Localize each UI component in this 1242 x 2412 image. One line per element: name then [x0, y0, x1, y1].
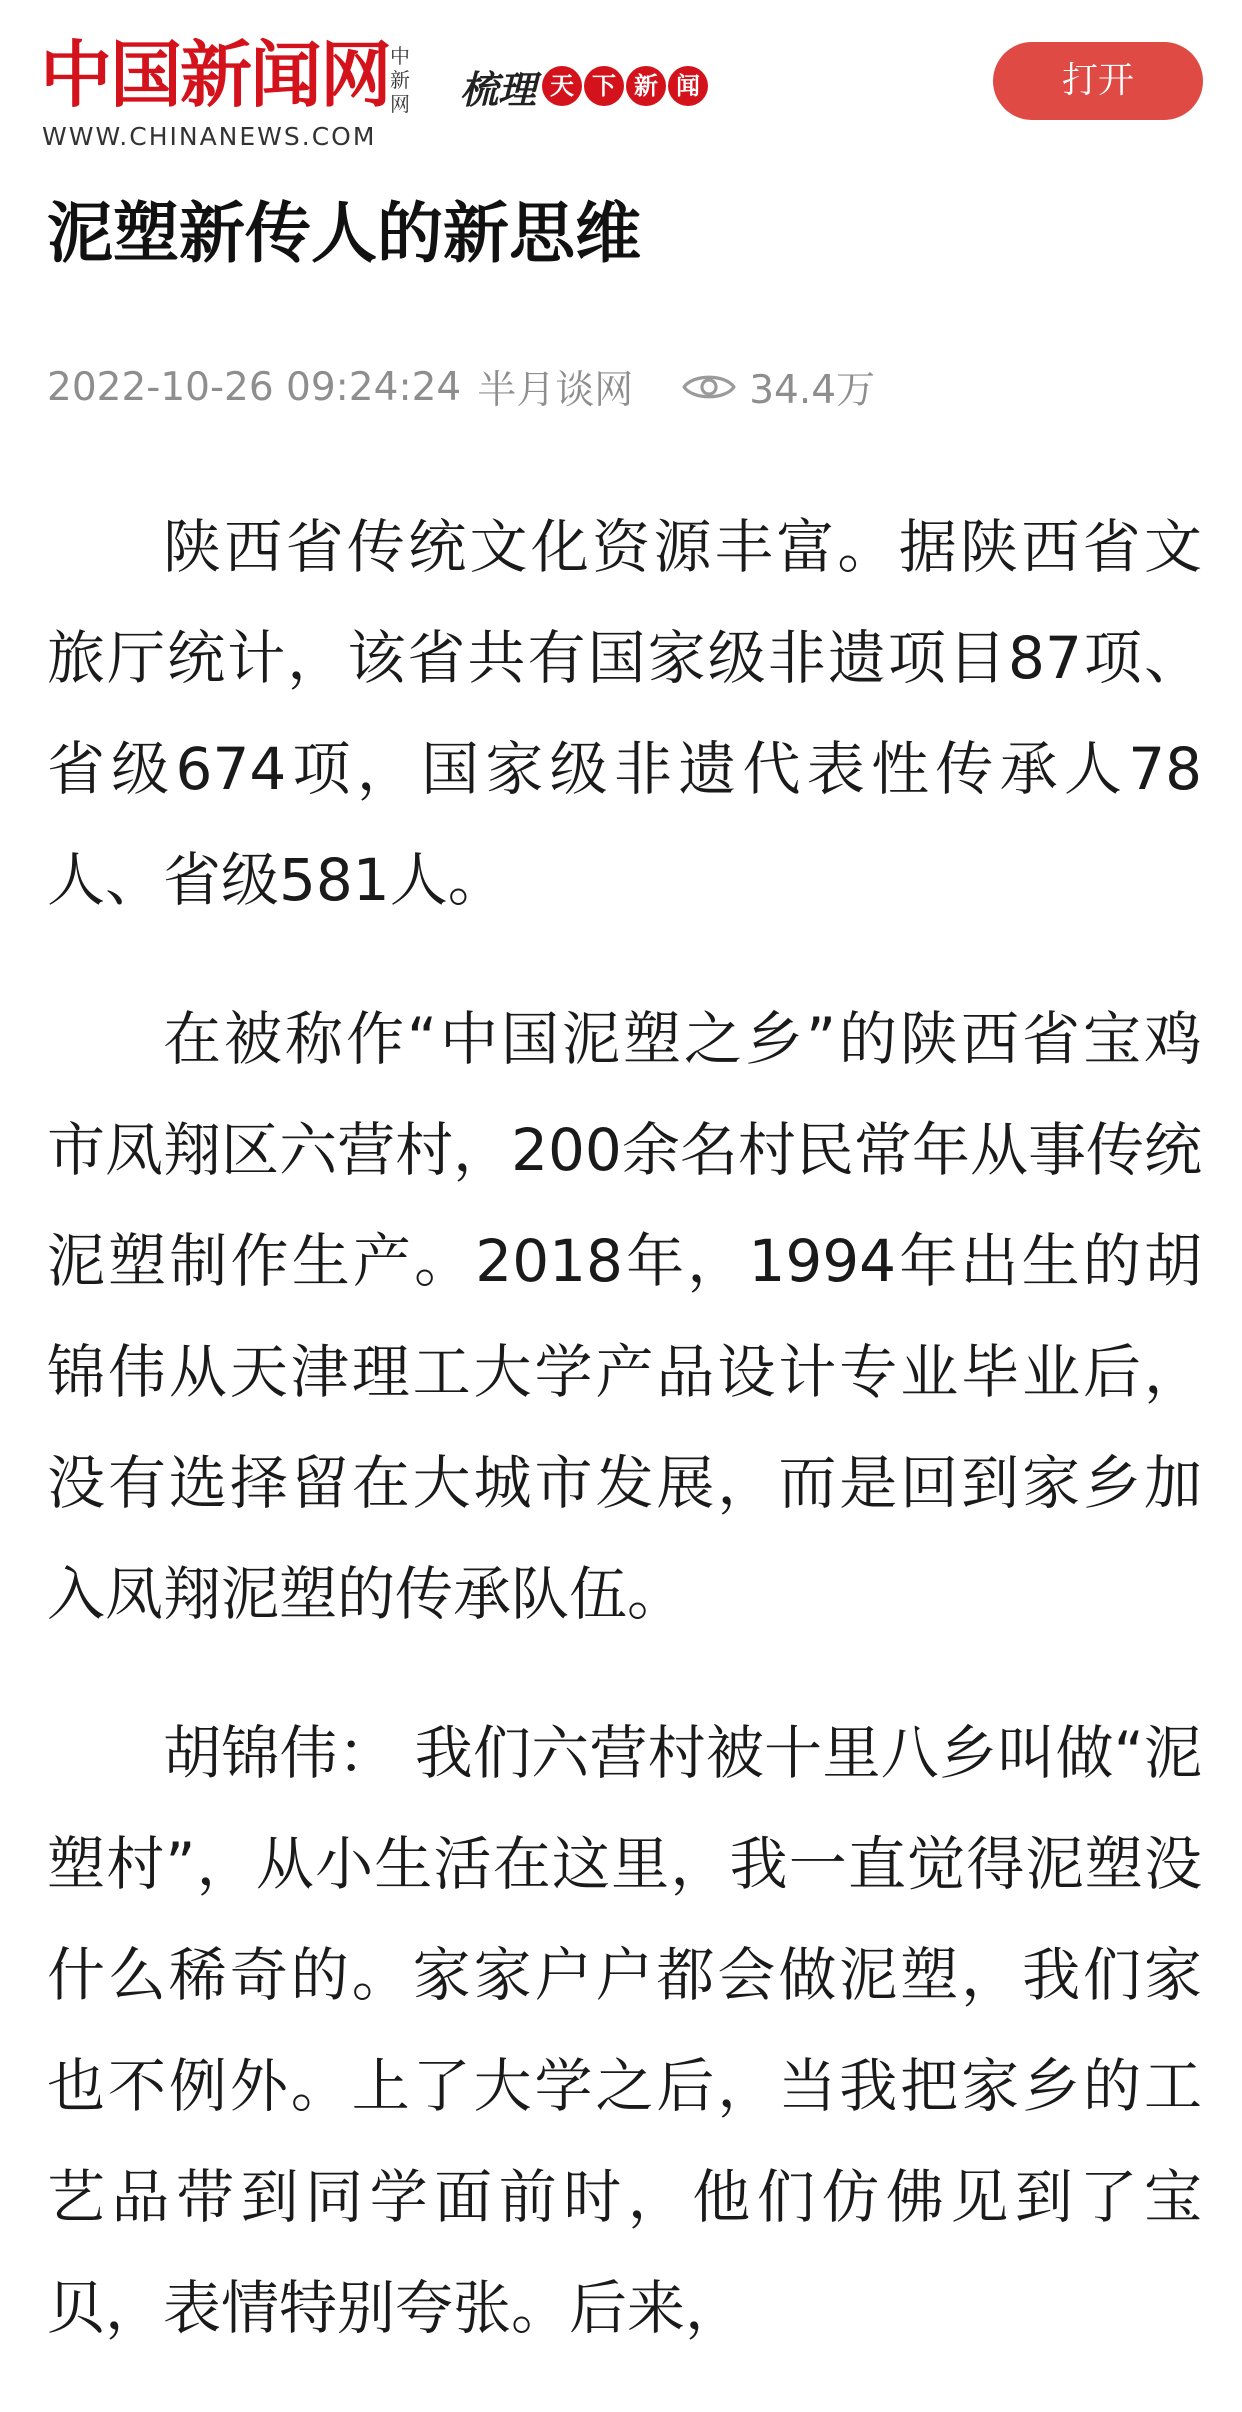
slogan-char: 新	[626, 66, 666, 106]
article-source: 半月谈网	[477, 368, 634, 413]
eye-icon	[681, 368, 737, 406]
slogan-lead: 梳理	[460, 66, 537, 112]
slogan-char: 闻	[668, 66, 708, 106]
logo-url: WWW.CHINANEWS.COM	[42, 122, 377, 151]
article-meta	[47, 360, 875, 414]
chinanews-logo[interactable]	[40, 30, 418, 155]
slogan-chars	[540, 66, 708, 106]
logo-name: 中国新闻网	[40, 32, 391, 117]
article-paragraph: 陕西省传统文化资源丰富。据陕西省文旅厅统计，该省共有国家级非遗项目87项、省级674项，国家级非遗代表性传承人78人、省级581人。	[47, 513, 1202, 914]
view-count: 34.4万	[749, 368, 876, 413]
article-body	[47, 492, 1202, 2412]
slogan-char: 下	[584, 66, 624, 106]
slogan-char: 天	[542, 66, 582, 106]
open-app-button[interactable]: 打开	[993, 42, 1203, 120]
logo-side-label: 中新网	[390, 44, 410, 116]
slogan	[460, 60, 708, 112]
article-paragraph: 在被称作“中国泥塑之乡”的陕西省宝鸡市凤翔区六营村，200余名村民常年从事传统泥塑制作生产。2018年，1994年出生的胡锦伟从天津理工大学产品设计专业毕业后，没有选择留在大城市发展，而是回到家乡加入凤翔泥塑的传承队伍。	[47, 1005, 1202, 1628]
app-header	[0, 0, 1242, 165]
publish-datetime: 2022-10-26 09:24:24	[47, 364, 462, 410]
article-title: 泥塑新传人的新思维	[47, 195, 641, 272]
article-paragraph: 胡锦伟： 我们六营村被十里八乡叫做“泥塑村”，从小生活在这里，我一直觉得泥塑没什么稀奇的。家家户户都会做泥塑，我们家也不例外。上了大学之后，当我把家乡的工艺品带到同学面前时，他们仿佛见到了宝贝，表情特别夸张。后来，	[47, 1719, 1202, 2342]
